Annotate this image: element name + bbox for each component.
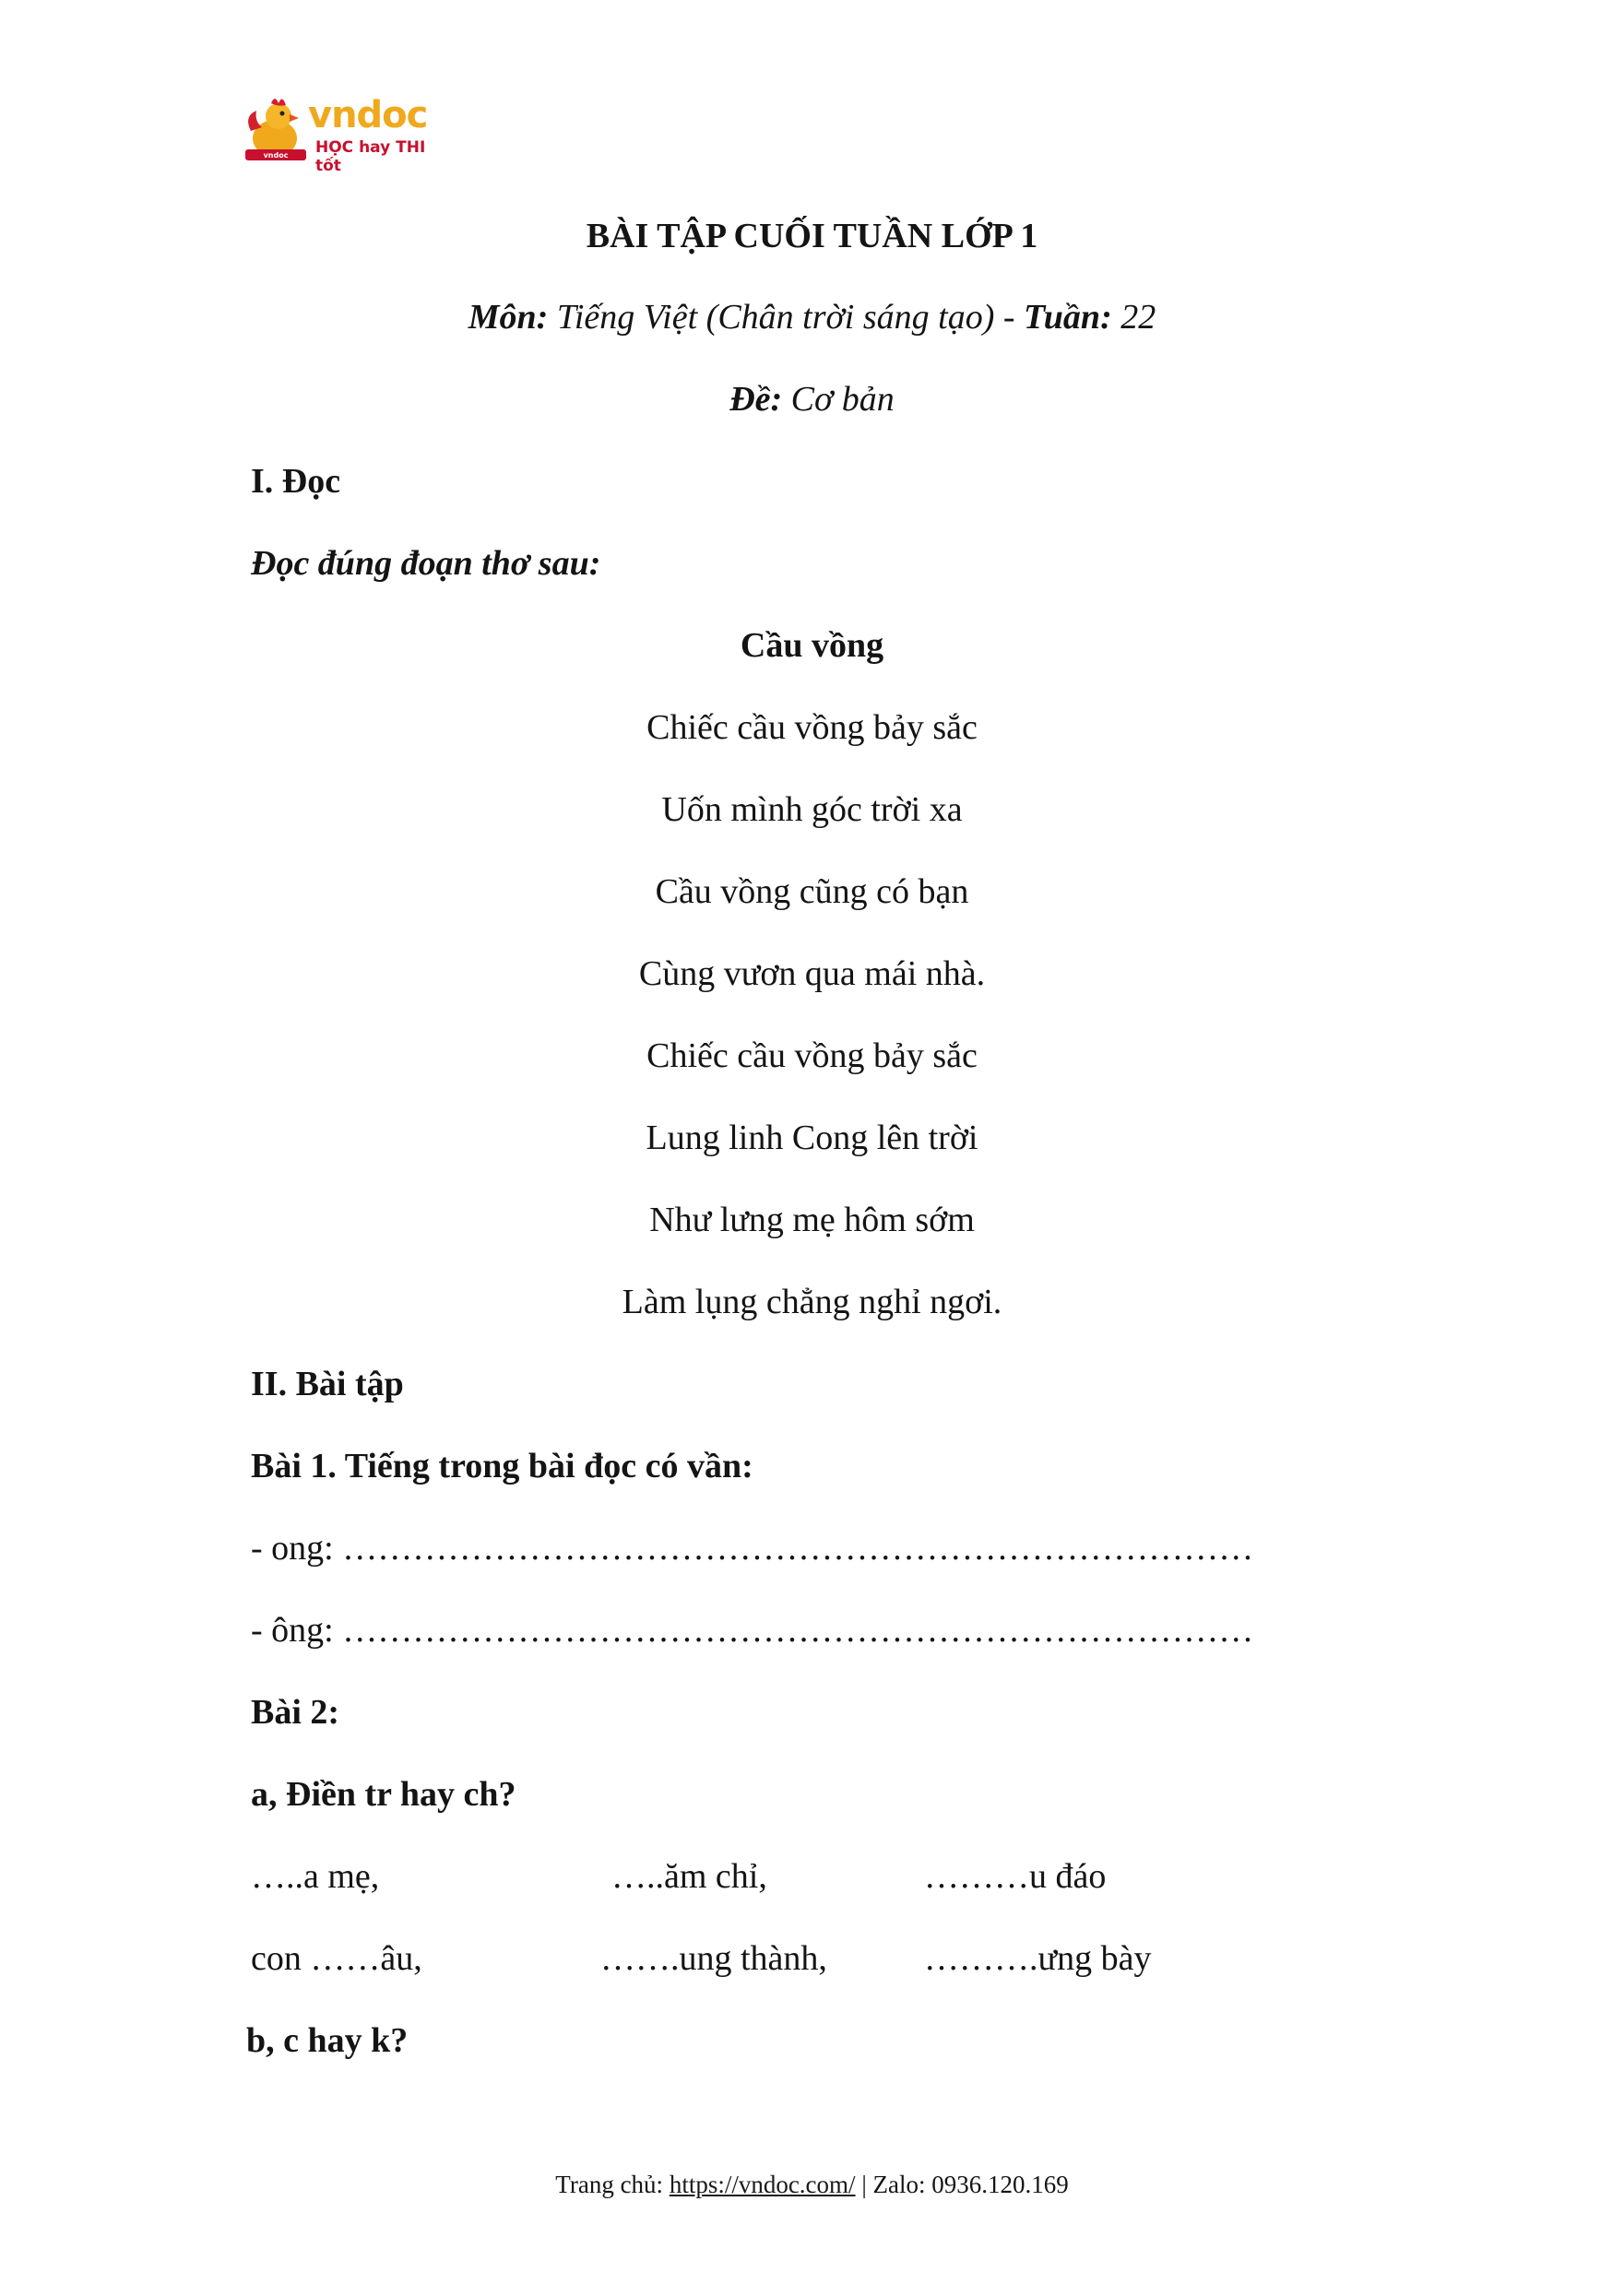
poem-line: Chiếc cầu vồng bảy sắc bbox=[646, 708, 978, 747]
footer-suffix: | Zalo: 0936.120.169 bbox=[855, 2171, 1069, 2198]
logo-tagline: HỌC hay THI tốt bbox=[315, 138, 426, 175]
page-title: BÀI TẬP CUỐI TUẦN LỚP 1 bbox=[586, 217, 1038, 255]
week-value: 22 bbox=[1120, 298, 1156, 337]
bai2a-blank: …….ung thành, bbox=[600, 1939, 827, 1978]
bai2-title: Bài 2: bbox=[251, 1693, 340, 1732]
poem-line: Như lưng mẹ hôm sớm bbox=[649, 1201, 975, 1239]
vndoc-logo bbox=[242, 92, 454, 175]
bai2a-blank: ………u đáo bbox=[924, 1857, 1107, 1896]
level-label: Đề: bbox=[729, 380, 783, 419]
subject-line bbox=[0, 295, 1624, 339]
bai2a-title: a, Điền tr hay ch? bbox=[251, 1775, 516, 1814]
level-line bbox=[0, 377, 1624, 421]
reading-instruction: Đọc đúng đoạn thơ sau: bbox=[251, 544, 601, 583]
svg-text:vndoc: vndoc bbox=[263, 151, 289, 160]
page-footer bbox=[0, 2169, 1624, 2200]
rooster-mascot-icon bbox=[242, 92, 310, 164]
bai1-title: Bài 1. Tiếng trong bài đọc có vần: bbox=[251, 1447, 753, 1485]
bai2a-blank: ……….ưng bày bbox=[924, 1939, 1152, 1978]
poem-line: Cầu vồng cũng có bạn bbox=[655, 872, 969, 911]
bai2a-blank: …..a mẹ, bbox=[251, 1857, 380, 1896]
bai2b-title: b, c hay k? bbox=[246, 2021, 409, 2060]
logo-wordmark: vndoc bbox=[308, 94, 428, 136]
bai2a-blank: con ……âu, bbox=[251, 1939, 422, 1978]
week-label: Tuần: bbox=[1024, 298, 1112, 337]
poem-line: Lung linh Cong lên trời bbox=[646, 1118, 978, 1157]
poem-line: Uốn mình góc trời xa bbox=[661, 790, 963, 829]
poem-line: Làm lụng chẳng nghỉ ngơi. bbox=[622, 1283, 1002, 1321]
bai2a-blank: …..ăm chỉ, bbox=[611, 1857, 767, 1896]
exercises-heading: II. Bài tập bbox=[251, 1365, 404, 1403]
poem-title: Cầu vồng bbox=[740, 626, 884, 665]
subject-value: Tiếng Việt (Chân trời sáng tạo) - bbox=[556, 298, 1015, 337]
level-value: Cơ bản bbox=[790, 380, 895, 419]
bai1-answer-line-ong-circumflex: - ông: …………………………………………………………………… bbox=[251, 1611, 1254, 1650]
poem-line: Chiếc cầu vồng bảy sắc bbox=[646, 1036, 978, 1075]
footer-home-link[interactable]: https://vndoc.com/ bbox=[669, 2171, 856, 2198]
subject-label: Môn: bbox=[468, 298, 549, 337]
reading-heading: I. Đọc bbox=[251, 462, 341, 501]
poem-line: Cùng vươn qua mái nhà. bbox=[638, 954, 986, 993]
bai1-answer-line-ong: - ong: …………………………………………………………………… bbox=[251, 1529, 1254, 1568]
footer-prefix: Trang chủ: bbox=[555, 2171, 670, 2198]
